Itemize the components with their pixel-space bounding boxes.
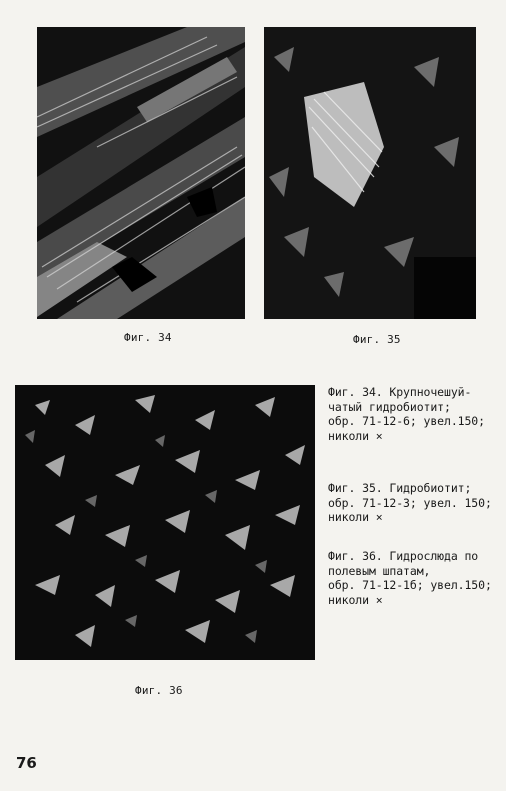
figure-36-description: Фиг. 36. Гидрослюда по полевым шпатам, обр. 71-12-1б; увел.150; никoли ×	[328, 549, 492, 607]
micrograph-fig34	[37, 27, 245, 319]
figure-36-label: Фиг. 36	[135, 684, 183, 697]
figure-34-description: Фиг. 34. Крупночешуй- чатый гидробиотит; обр. 71-12-6; увел.150; никoли ×	[328, 385, 485, 443]
micrograph-fig36-image	[15, 385, 315, 660]
micrograph-fig35-image	[264, 27, 476, 319]
micrograph-fig35	[264, 27, 476, 319]
micrograph-fig34-image	[37, 27, 245, 319]
page-number: 76	[16, 754, 37, 772]
figure-35-description: Фиг. 35. Гидробиотит; обр. 71-12-3; увел. 150; никoли ×	[328, 481, 492, 524]
figure-35-label: Фиг. 35	[353, 333, 401, 346]
figure-34-label: Фиг. 34	[124, 331, 172, 344]
micrograph-fig36	[15, 385, 315, 660]
